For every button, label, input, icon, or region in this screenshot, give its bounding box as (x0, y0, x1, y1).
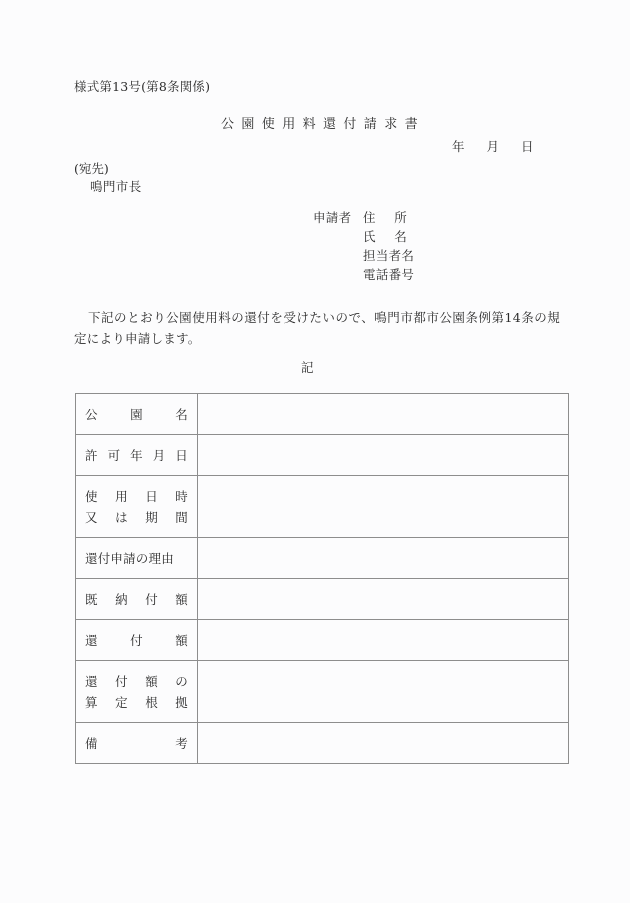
table-label-refund-amount (76, 620, 198, 661)
table-label-park-name (76, 394, 198, 435)
applicant-field-address (363, 208, 407, 226)
applicant-field-contact-person: 担当者名 (363, 248, 415, 263)
table-row (76, 661, 569, 723)
table-label-refund-reason (76, 538, 198, 579)
label-line: 許可年月日 (85, 448, 188, 463)
applicant-row (313, 265, 414, 284)
label-line: 使用日時 (85, 489, 188, 504)
table-label-usage-datetime (76, 476, 198, 538)
table-row (76, 723, 569, 764)
applicant-block (313, 208, 414, 284)
table-row (76, 620, 569, 661)
label-line: 備考 (85, 736, 188, 751)
table-value-amount-paid[interactable] (198, 579, 569, 620)
table-row (76, 579, 569, 620)
label-line: 又は期間 (85, 510, 188, 525)
table-label-permit-date (76, 435, 198, 476)
table-label-calculation-basis (76, 661, 198, 723)
table-value-permit-date[interactable] (198, 435, 569, 476)
applicant-field-name (363, 227, 407, 245)
applicant-field-address-label: 住所 (363, 210, 407, 225)
table-value-refund-reason[interactable] (198, 538, 569, 579)
date-line: 年月日 (452, 139, 556, 154)
addressee-name: 鳴門市長 (90, 179, 142, 194)
applicant-row (313, 246, 414, 265)
applicant-row (313, 227, 414, 246)
addressee-label: (宛先) (74, 161, 109, 176)
applicant-field-phone: 電話番号 (363, 267, 415, 282)
applicant-tag: 申請者 (313, 210, 352, 225)
label-line: 還付額 (85, 633, 188, 648)
applicant-row (313, 208, 414, 227)
table-value-park-name[interactable] (198, 394, 569, 435)
table-value-refund-amount[interactable] (198, 620, 569, 661)
table-value-calculation-basis[interactable] (198, 661, 569, 723)
table-row (76, 538, 569, 579)
document-title: 公園使用料還付請求書 (221, 117, 426, 132)
label-line: 算定根拠 (85, 695, 188, 710)
table-label-remarks (76, 723, 198, 764)
table-row (76, 435, 569, 476)
ki-marker: 記 (301, 360, 314, 375)
label-line: 還付申請の理由 (85, 551, 174, 566)
refund-request-table (75, 393, 569, 764)
table-row (76, 394, 569, 435)
label-line: 還付額の (85, 674, 188, 689)
applicant-field-name-label: 氏名 (363, 229, 407, 244)
label-line: 公園名 (85, 407, 188, 422)
body-paragraph: 下記のとおり公園使用料の還付を受けたいので、鳴門市都市公園条例第14条の規定により申請します。 (74, 310, 560, 346)
table-value-remarks[interactable] (198, 723, 569, 764)
table-value-usage-datetime[interactable] (198, 476, 569, 538)
table-row (76, 476, 569, 538)
label-line: 既納付額 (85, 592, 188, 607)
table-label-amount-paid (76, 579, 198, 620)
form-number: 様式第13号(第8条関係) (74, 79, 211, 94)
